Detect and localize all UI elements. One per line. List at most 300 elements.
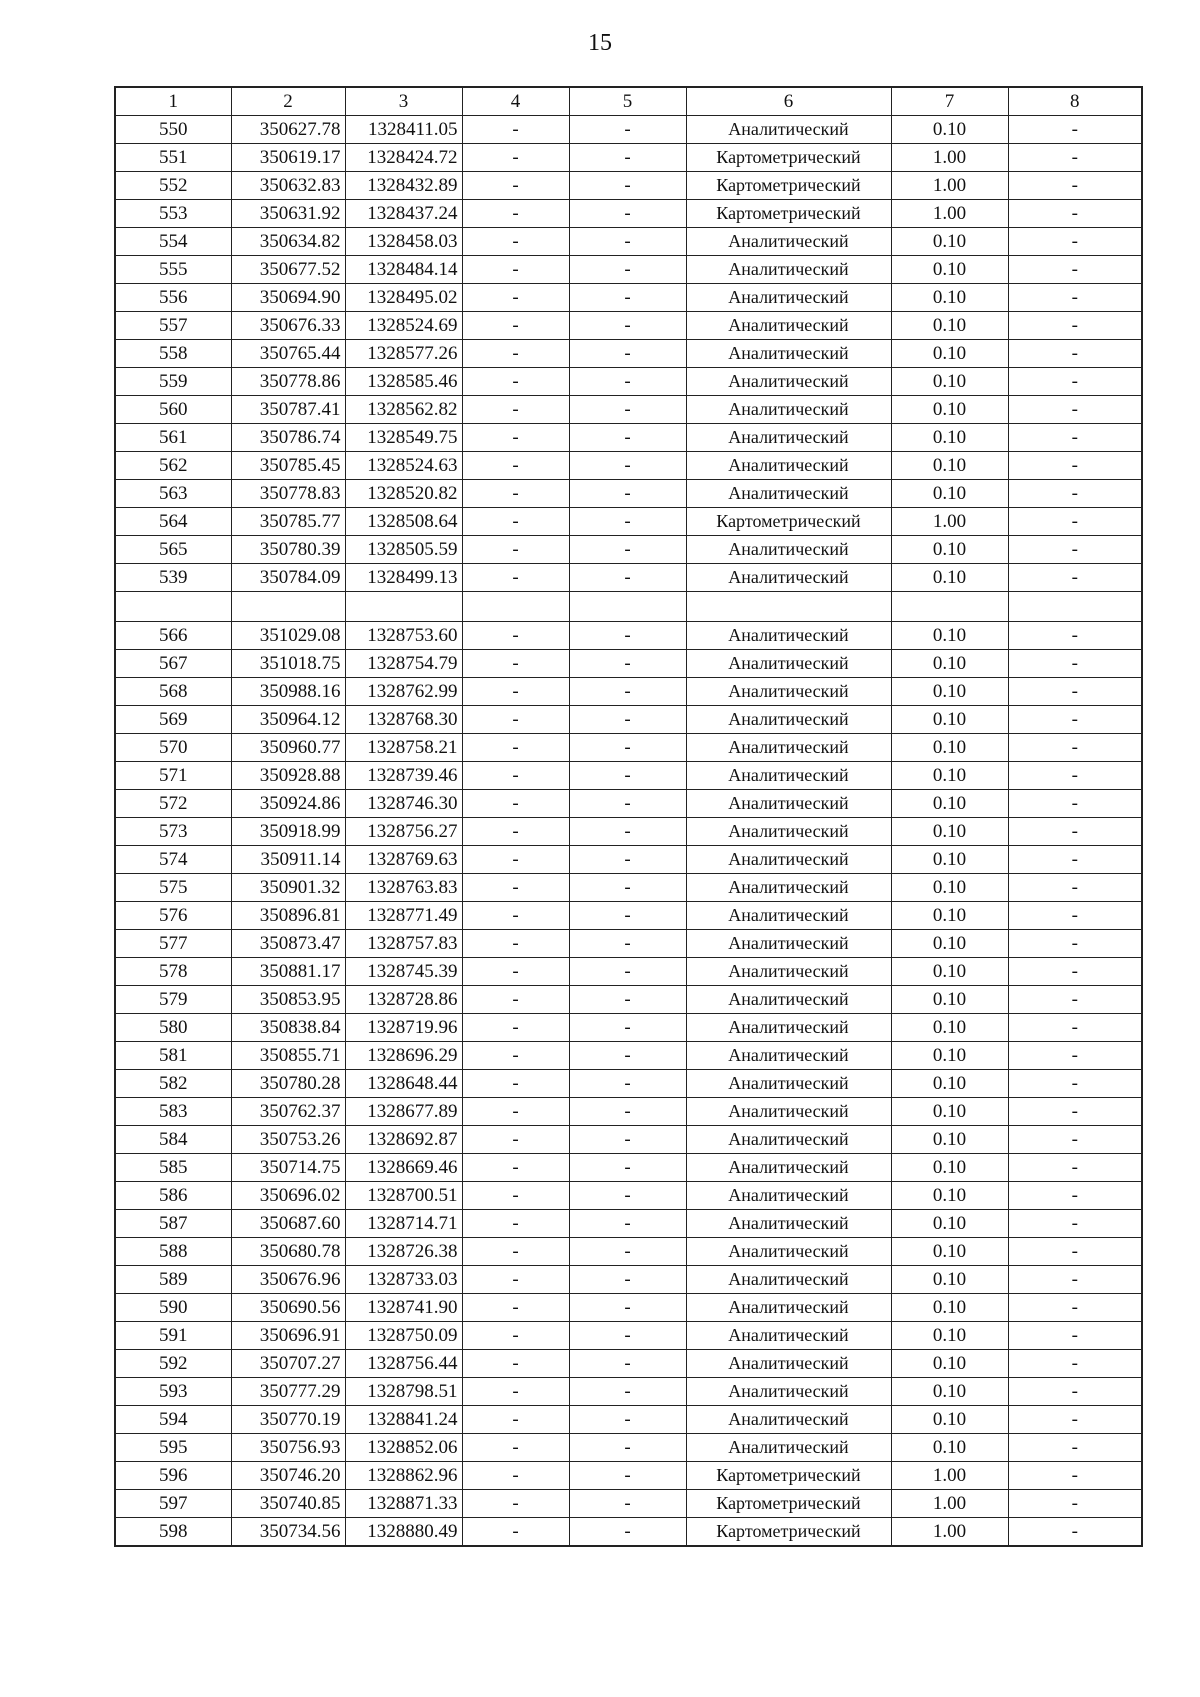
table-row	[115, 1434, 1142, 1462]
table-cell: 553	[115, 200, 231, 228]
table-cell: -	[1008, 1490, 1142, 1518]
table-cell: 1328696.29	[345, 1042, 462, 1070]
table-cell: -	[462, 1266, 569, 1294]
table-cell: 350873.47	[231, 930, 345, 958]
table-cell: 0.10	[891, 958, 1008, 986]
table-cell: Аналитический	[686, 1266, 891, 1294]
table-cell: Аналитический	[686, 1322, 891, 1350]
table-cell: -	[569, 1518, 686, 1547]
table-row	[115, 592, 1142, 622]
table-cell: 1328756.27	[345, 818, 462, 846]
table-cell: 560	[115, 396, 231, 424]
table-cell: 350924.86	[231, 790, 345, 818]
column-header: 8	[1008, 87, 1142, 116]
table-row	[115, 116, 1142, 144]
table-cell: -	[1008, 762, 1142, 790]
table-cell: -	[569, 172, 686, 200]
table-cell: Аналитический	[686, 1294, 891, 1322]
table-cell: 350627.78	[231, 116, 345, 144]
table-cell: 0.10	[891, 452, 1008, 480]
column-header: 6	[686, 87, 891, 116]
table-cell: 596	[115, 1462, 231, 1490]
table-cell: -	[462, 1518, 569, 1547]
table-cell: -	[1008, 1098, 1142, 1126]
table-cell: -	[462, 1042, 569, 1070]
table-cell: 0.10	[891, 1378, 1008, 1406]
table-cell: -	[569, 1182, 686, 1210]
table-row	[115, 874, 1142, 902]
table-cell: 1328677.89	[345, 1098, 462, 1126]
table-cell: 1328771.49	[345, 902, 462, 930]
table-cell: -	[569, 930, 686, 958]
table-cell: -	[569, 1266, 686, 1294]
table-row	[115, 622, 1142, 650]
table-cell: -	[462, 564, 569, 592]
table-cell: 0.10	[891, 650, 1008, 678]
table-cell: 350918.99	[231, 818, 345, 846]
table-cell: Картометрический	[686, 1462, 891, 1490]
table-cell: -	[1008, 958, 1142, 986]
table-cell: -	[462, 1294, 569, 1322]
table-cell: -	[569, 1378, 686, 1406]
table-cell: -	[462, 818, 569, 846]
table-cell: 1328520.82	[345, 480, 462, 508]
table-cell: -	[462, 1014, 569, 1042]
table-cell: 552	[115, 172, 231, 200]
table-cell: 551	[115, 144, 231, 172]
table-cell: 350785.45	[231, 452, 345, 480]
table-cell: -	[462, 368, 569, 396]
table-cell: -	[462, 958, 569, 986]
table-row	[115, 480, 1142, 508]
table-cell: -	[569, 144, 686, 172]
table-cell: -	[1008, 706, 1142, 734]
table-cell: 1328648.44	[345, 1070, 462, 1098]
table-cell: 1328746.30	[345, 790, 462, 818]
table-cell: 0.10	[891, 480, 1008, 508]
table-cell: -	[1008, 930, 1142, 958]
table-cell: 568	[115, 678, 231, 706]
table-cell: 350855.71	[231, 1042, 345, 1070]
table-cell: -	[569, 424, 686, 452]
table-cell: -	[569, 902, 686, 930]
table-cell: -	[462, 480, 569, 508]
table-cell: -	[1008, 1518, 1142, 1547]
table-cell: 556	[115, 284, 231, 312]
table-cell: -	[462, 536, 569, 564]
table-cell: 350780.39	[231, 536, 345, 564]
table-cell: -	[462, 930, 569, 958]
table-cell: -	[569, 1210, 686, 1238]
table-row	[115, 340, 1142, 368]
table-cell: 350778.83	[231, 480, 345, 508]
table-cell: -	[569, 1014, 686, 1042]
table-cell: -	[569, 228, 686, 256]
table-cell: -	[462, 902, 569, 930]
coordinates-table	[114, 86, 1143, 1547]
table-cell: -	[1008, 508, 1142, 536]
table-cell: -	[462, 734, 569, 762]
table-cell: 582	[115, 1070, 231, 1098]
table-cell: -	[462, 1378, 569, 1406]
table-cell: 1328508.64	[345, 508, 462, 536]
table-cell: -	[569, 508, 686, 536]
table-cell	[231, 592, 345, 622]
table-cell: -	[569, 1350, 686, 1378]
table-cell: Аналитический	[686, 368, 891, 396]
table-cell: 1328762.99	[345, 678, 462, 706]
table-cell: -	[1008, 790, 1142, 818]
table-cell: Аналитический	[686, 986, 891, 1014]
table-cell: 0.10	[891, 790, 1008, 818]
table-cell: 350988.16	[231, 678, 345, 706]
table-row	[115, 228, 1142, 256]
table-cell: 571	[115, 762, 231, 790]
table-cell: 575	[115, 874, 231, 902]
table-cell: 587	[115, 1210, 231, 1238]
table-cell: -	[462, 1238, 569, 1266]
table-cell: 1328524.69	[345, 312, 462, 340]
table-cell: 1328585.46	[345, 368, 462, 396]
table-cell: 539	[115, 564, 231, 592]
table-cell: -	[462, 1098, 569, 1126]
table-cell: -	[462, 116, 569, 144]
table-cell: Аналитический	[686, 312, 891, 340]
table-cell: 0.10	[891, 1154, 1008, 1182]
table-cell: -	[569, 256, 686, 284]
table-cell: 350964.12	[231, 706, 345, 734]
table-cell: 1.00	[891, 172, 1008, 200]
table-cell: -	[462, 622, 569, 650]
table-cell: -	[1008, 480, 1142, 508]
table-row	[115, 144, 1142, 172]
table-cell: 350632.83	[231, 172, 345, 200]
table-cell: Картометрический	[686, 144, 891, 172]
table-cell: 1328458.03	[345, 228, 462, 256]
table-cell: -	[462, 846, 569, 874]
table-cell: 1328756.44	[345, 1350, 462, 1378]
table-cell: -	[1008, 678, 1142, 706]
table-cell: -	[569, 452, 686, 480]
table-cell: 0.10	[891, 1126, 1008, 1154]
table-cell: -	[1008, 1406, 1142, 1434]
table-cell: -	[1008, 144, 1142, 172]
table-cell: Аналитический	[686, 1378, 891, 1406]
table-cell: Аналитический	[686, 480, 891, 508]
table-cell: 0.10	[891, 1266, 1008, 1294]
table-cell: 0.10	[891, 1042, 1008, 1070]
table-cell: Аналитический	[686, 706, 891, 734]
table-cell: -	[462, 1462, 569, 1490]
table-cell: 574	[115, 846, 231, 874]
table-cell: 0.10	[891, 424, 1008, 452]
table-cell: -	[1008, 1462, 1142, 1490]
table-cell: 0.10	[891, 536, 1008, 564]
table-cell: 566	[115, 622, 231, 650]
table-cell: 1328437.24	[345, 200, 462, 228]
table-cell	[891, 592, 1008, 622]
table-cell: -	[462, 790, 569, 818]
table-cell: Аналитический	[686, 902, 891, 930]
table-cell: 350696.02	[231, 1182, 345, 1210]
table-cell: 350690.56	[231, 1294, 345, 1322]
table-cell: 557	[115, 312, 231, 340]
table-cell: Аналитический	[686, 1126, 891, 1154]
table-cell: 0.10	[891, 228, 1008, 256]
table-cell: 350770.19	[231, 1406, 345, 1434]
table-body	[115, 116, 1142, 1547]
table-cell: 1328763.83	[345, 874, 462, 902]
table-cell: -	[1008, 452, 1142, 480]
table-cell: -	[462, 1126, 569, 1154]
table-cell: -	[569, 986, 686, 1014]
table-cell: 350696.91	[231, 1322, 345, 1350]
table-cell: 1328524.63	[345, 452, 462, 480]
table-cell: -	[1008, 1042, 1142, 1070]
table-cell: Аналитический	[686, 678, 891, 706]
table-cell: -	[1008, 396, 1142, 424]
table-cell: -	[462, 284, 569, 312]
table-cell: -	[462, 340, 569, 368]
table-cell: Аналитический	[686, 734, 891, 762]
table-cell: -	[1008, 564, 1142, 592]
table-row	[115, 200, 1142, 228]
table-cell: 350619.17	[231, 144, 345, 172]
table-cell: -	[462, 312, 569, 340]
table-cell: -	[1008, 368, 1142, 396]
table-cell: 572	[115, 790, 231, 818]
table-cell: 590	[115, 1294, 231, 1322]
table-cell: 593	[115, 1378, 231, 1406]
table-row	[115, 1378, 1142, 1406]
table-cell: -	[1008, 1126, 1142, 1154]
table-row	[115, 706, 1142, 734]
table-cell: -	[1008, 172, 1142, 200]
table-cell: 1328411.05	[345, 116, 462, 144]
table-cell: 350838.84	[231, 1014, 345, 1042]
column-header: 1	[115, 87, 231, 116]
table-cell: Аналитический	[686, 284, 891, 312]
table-cell: 594	[115, 1406, 231, 1434]
table-cell: 1.00	[891, 508, 1008, 536]
column-header: 3	[345, 87, 462, 116]
table-cell: 1328484.14	[345, 256, 462, 284]
table-cell: 561	[115, 424, 231, 452]
table-cell: 350881.17	[231, 958, 345, 986]
table-cell: -	[1008, 734, 1142, 762]
table-cell: -	[569, 312, 686, 340]
table-cell: 585	[115, 1154, 231, 1182]
table-row	[115, 564, 1142, 592]
table-cell: 577	[115, 930, 231, 958]
table-cell: 576	[115, 902, 231, 930]
table-cell: 350911.14	[231, 846, 345, 874]
table-cell: -	[1008, 116, 1142, 144]
table-row	[115, 762, 1142, 790]
table-cell: -	[569, 396, 686, 424]
table-cell: -	[569, 284, 686, 312]
table-cell: -	[462, 144, 569, 172]
table-cell: -	[569, 790, 686, 818]
table-cell: -	[569, 1098, 686, 1126]
table-cell: 350780.28	[231, 1070, 345, 1098]
table-row	[115, 1126, 1142, 1154]
table-cell: 0.10	[891, 1322, 1008, 1350]
table-cell: -	[569, 564, 686, 592]
table-cell: 1328753.60	[345, 622, 462, 650]
table-cell: 0.10	[891, 284, 1008, 312]
table-cell: 1328757.83	[345, 930, 462, 958]
table-cell: -	[1008, 200, 1142, 228]
table-cell: 350785.77	[231, 508, 345, 536]
table-row	[115, 1518, 1142, 1547]
table-cell: Аналитический	[686, 1042, 891, 1070]
table-cell: 350853.95	[231, 986, 345, 1014]
table-cell: 1328700.51	[345, 1182, 462, 1210]
table-cell: -	[1008, 256, 1142, 284]
table-cell	[569, 592, 686, 622]
table-cell: -	[462, 424, 569, 452]
table-cell: 0.10	[891, 1350, 1008, 1378]
table-cell: -	[462, 396, 569, 424]
table-cell: 1328432.89	[345, 172, 462, 200]
table-cell: Аналитический	[686, 536, 891, 564]
table-cell: -	[462, 1070, 569, 1098]
table-cell: -	[462, 172, 569, 200]
table-cell: 350777.29	[231, 1378, 345, 1406]
table-row	[115, 284, 1142, 312]
table-cell: -	[1008, 622, 1142, 650]
table-cell: -	[462, 200, 569, 228]
table-cell: 1328758.21	[345, 734, 462, 762]
table-cell: 350756.93	[231, 1434, 345, 1462]
table-cell: Аналитический	[686, 1098, 891, 1126]
table-cell: 0.10	[891, 1238, 1008, 1266]
table-cell: -	[462, 452, 569, 480]
table-cell: -	[569, 678, 686, 706]
table-cell: 1328750.09	[345, 1322, 462, 1350]
table-cell: -	[1008, 1434, 1142, 1462]
table-cell: -	[569, 536, 686, 564]
table-cell: 564	[115, 508, 231, 536]
table-cell: 588	[115, 1238, 231, 1266]
table-cell: -	[569, 762, 686, 790]
table-cell	[1008, 592, 1142, 622]
table-cell: -	[462, 762, 569, 790]
table-cell: 1328754.79	[345, 650, 462, 678]
table-cell: -	[569, 116, 686, 144]
table-cell: -	[462, 1182, 569, 1210]
table-cell: 0.10	[891, 874, 1008, 902]
table-cell: 350707.27	[231, 1350, 345, 1378]
table-cell: -	[1008, 1378, 1142, 1406]
table-cell: 1.00	[891, 1490, 1008, 1518]
table-cell: -	[569, 1462, 686, 1490]
table-cell: -	[569, 368, 686, 396]
table-cell: -	[569, 1126, 686, 1154]
table-row	[115, 1350, 1142, 1378]
table-row	[115, 1490, 1142, 1518]
table-cell: -	[569, 1294, 686, 1322]
table-row	[115, 1322, 1142, 1350]
table-cell: -	[1008, 846, 1142, 874]
table-cell: Аналитический	[686, 1238, 891, 1266]
table-cell: 0.10	[891, 340, 1008, 368]
table-cell: -	[1008, 1210, 1142, 1238]
table-cell: 0.10	[891, 116, 1008, 144]
table-cell: 1328714.71	[345, 1210, 462, 1238]
table-cell: 1328871.33	[345, 1490, 462, 1518]
table-cell: 350680.78	[231, 1238, 345, 1266]
table-cell: -	[1008, 1182, 1142, 1210]
table-cell: 350714.75	[231, 1154, 345, 1182]
table-cell: -	[1008, 1238, 1142, 1266]
table-cell: -	[462, 986, 569, 1014]
table-cell: 0.10	[891, 818, 1008, 846]
table-cell: -	[569, 200, 686, 228]
table-cell: 350960.77	[231, 734, 345, 762]
table-cell: 580	[115, 1014, 231, 1042]
table-cell: 1328798.51	[345, 1378, 462, 1406]
table-row	[115, 1182, 1142, 1210]
table-cell: Аналитический	[686, 228, 891, 256]
page-number: 15	[588, 30, 612, 56]
table-cell: 0.10	[891, 734, 1008, 762]
table-row	[115, 986, 1142, 1014]
table-cell: 1328769.63	[345, 846, 462, 874]
table-cell: Картометрический	[686, 1490, 891, 1518]
table-cell: 1328499.13	[345, 564, 462, 592]
table-cell: Аналитический	[686, 930, 891, 958]
table-cell: Аналитический	[686, 256, 891, 284]
table-cell: 559	[115, 368, 231, 396]
table-row	[115, 930, 1142, 958]
table-cell: 350901.32	[231, 874, 345, 902]
column-header: 5	[569, 87, 686, 116]
table-cell: 350746.20	[231, 1462, 345, 1490]
table-cell: 1328841.24	[345, 1406, 462, 1434]
table-cell: -	[569, 958, 686, 986]
table-cell: Картометрический	[686, 200, 891, 228]
table-cell: -	[1008, 340, 1142, 368]
table-cell: 350676.33	[231, 312, 345, 340]
table-cell: -	[1008, 1014, 1142, 1042]
table-cell: Аналитический	[686, 116, 891, 144]
table-row	[115, 1266, 1142, 1294]
table-cell: -	[1008, 1294, 1142, 1322]
table-cell: Аналитический	[686, 790, 891, 818]
table-cell: -	[1008, 228, 1142, 256]
table-cell: 1328562.82	[345, 396, 462, 424]
table-cell: Аналитический	[686, 1070, 891, 1098]
table-cell: Картометрический	[686, 1518, 891, 1547]
table-cell: 562	[115, 452, 231, 480]
table-cell: 350677.52	[231, 256, 345, 284]
table-cell: 589	[115, 1266, 231, 1294]
table-cell: -	[569, 818, 686, 846]
table-cell: 350762.37	[231, 1098, 345, 1126]
table-row	[115, 902, 1142, 930]
table-cell: 0.10	[891, 986, 1008, 1014]
table-header-row	[115, 87, 1142, 116]
table-cell: 0.10	[891, 1434, 1008, 1462]
table-cell: 1328768.30	[345, 706, 462, 734]
table-cell: 0.10	[891, 1182, 1008, 1210]
table-cell: 558	[115, 340, 231, 368]
table-row	[115, 536, 1142, 564]
table-cell: -	[569, 1238, 686, 1266]
table-cell: -	[1008, 1154, 1142, 1182]
